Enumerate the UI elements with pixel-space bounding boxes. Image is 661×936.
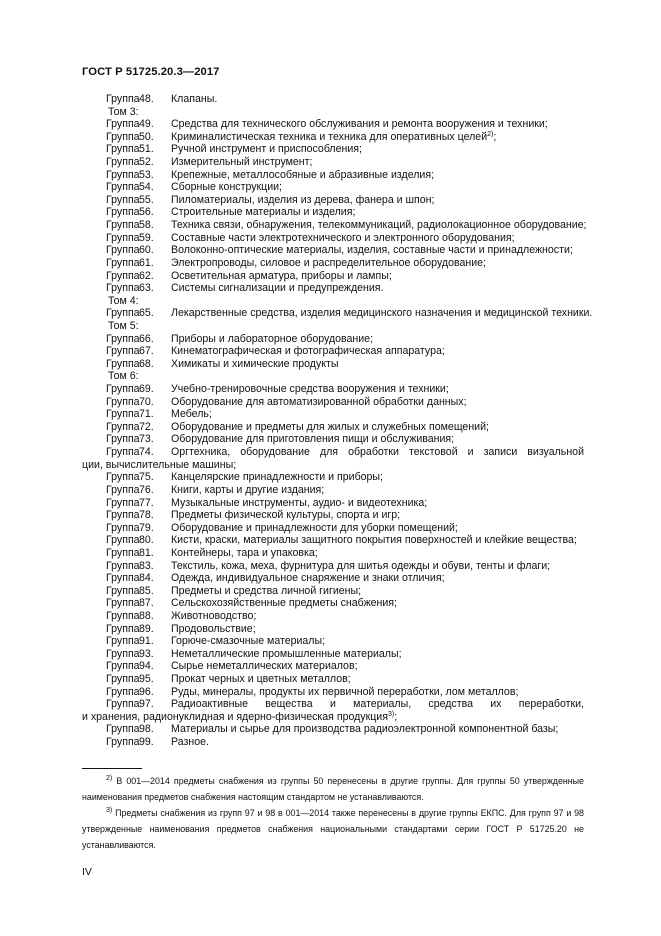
group-item — [106, 597, 584, 610]
group-item — [106, 169, 584, 182]
group-title: Книги, карты и другие издания; — [171, 483, 325, 496]
group-number: 81. — [139, 546, 154, 559]
group-number: 55. — [139, 193, 154, 206]
group-label: Группа — [106, 156, 140, 169]
group-label: Группа — [106, 685, 140, 698]
group-label: Группа — [106, 231, 140, 244]
group-number: 50. — [139, 130, 154, 143]
group-item — [106, 635, 584, 648]
group-item — [106, 522, 584, 535]
group-title: Оборудование для автоматизированной обработки данных; — [171, 395, 467, 408]
group-number: 77. — [139, 496, 154, 509]
group-item — [106, 257, 584, 270]
group-item — [106, 307, 593, 320]
group-label: Группа — [106, 307, 140, 320]
group-label: Группа — [106, 420, 140, 433]
group-title: Продовольствие; — [171, 622, 256, 635]
group-label: Группа — [106, 93, 140, 105]
group-title: Предметы и средства личной гигиены; — [171, 584, 362, 597]
group-label: Группа — [106, 181, 140, 194]
group-label: Группа — [106, 357, 140, 370]
group-number: 76. — [139, 483, 154, 496]
group-item — [106, 534, 584, 547]
group-item — [106, 446, 584, 459]
group-title: Кинематографическая и фотографическая аппаратура; — [171, 345, 445, 358]
group-number: 51. — [139, 143, 154, 156]
volume-label: Том 6: — [108, 370, 139, 383]
group-item — [106, 484, 584, 497]
group-title: Музыкальные инструменты, аудио- и видеотехника; — [171, 496, 428, 509]
group-label: Группа — [106, 269, 140, 282]
volume-label: Том 3: — [108, 105, 139, 118]
group-item — [106, 497, 584, 510]
group-item — [106, 131, 584, 144]
volume-heading — [106, 295, 584, 308]
footnote-3 — [82, 805, 584, 854]
group-number: 53. — [139, 168, 154, 181]
group-number: 62. — [139, 269, 154, 282]
group-title: Ручной инструмент и приспособления; — [171, 143, 362, 156]
group-label: Группа — [106, 244, 140, 257]
volume-heading — [106, 370, 584, 383]
group-number: 85. — [139, 584, 154, 597]
group-title: Электропроводы, силовое и распределительное оборудование; — [171, 256, 486, 269]
group-label: Группа — [106, 559, 140, 572]
group-title: Предметы физической культуры, спорта и игр; — [171, 509, 401, 522]
group-item — [106, 736, 584, 749]
group-title: Текстиль, кожа, меха, фурнитура для шитья одежды и обуви, тенты и флаги; — [171, 559, 551, 572]
group-number: 75. — [139, 471, 154, 484]
group-number: 70. — [139, 395, 154, 408]
group-number: 67. — [139, 345, 154, 358]
group-item — [106, 408, 584, 421]
group-title: Лекарственные средства, изделия медицинского назначения и медицинской техники. — [171, 307, 593, 320]
group-title: Оргтехника, оборудование для обработки текстовой и записи визуальной — [171, 446, 584, 459]
group-label: Группа — [106, 496, 140, 509]
group-number: 54. — [139, 181, 154, 194]
document-header: ГОСТ Р 51725.20.3—2017 — [82, 66, 220, 78]
group-item — [106, 232, 584, 245]
group-number: 83. — [139, 559, 154, 572]
group-item — [106, 660, 584, 673]
trailing-punct: ; — [493, 130, 497, 143]
group-label: Группа — [106, 345, 140, 358]
group-label: Группа — [106, 572, 140, 585]
group-label: Группа — [106, 647, 140, 660]
group-number: 73. — [139, 433, 154, 446]
group-list — [82, 93, 593, 749]
group-label: Группа — [106, 597, 140, 610]
group-item — [106, 560, 584, 573]
footnote-2 — [82, 773, 584, 805]
group-label: Группа — [106, 509, 140, 522]
group-label: Группа — [106, 282, 140, 295]
group-label: Группа — [106, 483, 140, 496]
group-item — [106, 333, 584, 346]
group-label: Группа — [106, 471, 140, 484]
group-item — [106, 433, 584, 446]
group-number: 98. — [139, 723, 154, 736]
footnote-ref: 3) — [387, 710, 395, 718]
group-item — [106, 547, 584, 560]
group-label: Группа — [106, 193, 140, 206]
group-number: 48. — [139, 93, 154, 105]
group-number: 91. — [139, 635, 154, 648]
group-title: Животноводство; — [171, 609, 257, 622]
group-number: 63. — [139, 282, 154, 295]
group-item — [106, 648, 584, 661]
group-label: Группа — [106, 534, 140, 547]
group-label: Группа — [106, 446, 140, 459]
group-item — [106, 345, 584, 358]
group-label: Группа — [106, 433, 140, 446]
volume-label: Том 5: — [108, 319, 139, 332]
continuation-text: ции, вычислительные машины; — [82, 458, 237, 471]
group-title: Оборудование и принадлежности для уборки помещений; — [171, 521, 458, 534]
volume-heading — [106, 106, 584, 119]
group-item — [106, 156, 584, 169]
group-number: 79. — [139, 521, 154, 534]
group-item — [106, 143, 584, 156]
group-number: 52. — [139, 156, 154, 169]
group-label: Группа — [106, 219, 140, 232]
group-number: 71. — [139, 408, 154, 421]
footnote-2-text: В 001—2014 предметы снабжения из группы 50 перенесены в другие группы. Для группы 50 утвержденные наименования предметов снабжения настоящим стандартом не устанавливаются. — [82, 776, 584, 803]
group-label: Группа — [106, 736, 140, 749]
group-item — [106, 396, 584, 409]
footnote-3-mark: 3) — [106, 807, 113, 814]
trailing-punct: ; — [394, 710, 398, 723]
group-title: Учебно-тренировочные средства вооружения и техники; — [171, 383, 449, 396]
group-title: Пиломатериалы, изделия из дерева, фанера и шпон; — [171, 193, 435, 206]
group-title: Химикаты и химические продукты — [171, 357, 339, 370]
group-label: Группа — [106, 660, 140, 673]
group-title: Измерительный инструмент; — [171, 156, 313, 169]
group-number: 87. — [139, 597, 154, 610]
group-label: Группа — [106, 395, 140, 408]
group-item — [106, 244, 584, 257]
group-number: 78. — [139, 509, 154, 522]
group-number: 94. — [139, 660, 154, 673]
group-item — [106, 93, 584, 106]
group-number: 72. — [139, 420, 154, 433]
group-label: Группа — [106, 698, 140, 711]
group-number: 60. — [139, 244, 154, 257]
footnote-2-mark: 2) — [106, 775, 113, 782]
group-title: Неметаллические промышленные материалы; — [171, 647, 402, 660]
group-title: Прокат черных и цветных металлов; — [171, 673, 351, 686]
group-item — [106, 572, 584, 585]
group-number: 74. — [139, 446, 154, 459]
footnote-separator — [82, 768, 142, 769]
group-item — [106, 181, 584, 194]
group-item — [106, 219, 587, 232]
group-label: Группа — [106, 723, 140, 736]
group-item — [106, 673, 584, 686]
group-label: Группа — [106, 673, 140, 686]
group-title: Системы сигнализации и предупреждения. — [171, 282, 384, 295]
group-number: 66. — [139, 332, 154, 345]
group-item — [106, 623, 584, 636]
group-number: 58. — [139, 219, 154, 232]
group-title: Клапаны. — [171, 93, 218, 105]
group-title: Руды, минералы, продукты их первичной переработки, лом металлов; — [171, 685, 519, 698]
group-number: 61. — [139, 256, 154, 269]
group-item — [106, 358, 584, 371]
group-number: 80. — [139, 534, 154, 547]
group-title: Оборудование для приготовления пищи и обслуживания; — [171, 433, 455, 446]
group-number: 95. — [139, 673, 154, 686]
group-item — [106, 585, 584, 598]
group-title: Волоконно-оптические материалы, изделия, составные части и принадлежности; — [171, 244, 573, 257]
group-number: 68. — [139, 357, 154, 370]
group-label: Группа — [106, 332, 140, 345]
footnote-3-text: Предметы снабжения из групп 97 и 98 в 001—2014 также перенесены в другие группы ЕКПС. Для групп 97 и 98 утвержденные наименования предметов снабжения национальными стандартами серии ГОСТ Р 51725.20 не устанавливаются. — [82, 808, 584, 851]
group-item — [106, 471, 584, 484]
group-label: Группа — [106, 206, 140, 219]
group-number: 99. — [139, 736, 154, 749]
group-label: Группа — [106, 635, 140, 648]
group-title: Горюче-смазочные материалы; — [171, 635, 326, 648]
group-number: 97. — [139, 698, 154, 711]
group-item — [106, 723, 584, 736]
group-label: Группа — [106, 521, 140, 534]
group-title: Мебель; — [171, 408, 212, 421]
page-number: IV — [82, 866, 92, 878]
group-title: Сельскохозяйственные предметы снабжения; — [171, 597, 397, 610]
group-title: Средства для технического обслуживания и ремонта вооружения и техники; — [171, 118, 548, 131]
group-item — [106, 118, 584, 131]
group-number: 49. — [139, 118, 154, 131]
group-number: 69. — [139, 383, 154, 396]
footnote-ref: 2) — [487, 130, 494, 138]
group-title: Одежда, индивидуальное снаряжение и знаки отличия; — [171, 572, 445, 585]
group-item — [106, 686, 584, 699]
group-label: Группа — [106, 609, 140, 622]
group-label: Группа — [106, 546, 140, 559]
group-item — [106, 698, 584, 711]
group-number: 96. — [139, 685, 154, 698]
group-label: Группа — [106, 408, 140, 421]
group-number: 59. — [139, 231, 154, 244]
group-number: 84. — [139, 572, 154, 585]
group-title: Сборные конструкции; — [171, 181, 282, 194]
group-label: Группа — [106, 383, 140, 396]
group-label: Группа — [106, 143, 140, 156]
group-item — [106, 509, 584, 522]
continuation-text: и хранения, радионуклидная и ядерно-физическая продукция — [82, 710, 388, 723]
group-item — [106, 610, 584, 623]
group-item — [106, 194, 584, 207]
group-label: Группа — [106, 256, 140, 269]
group-item — [106, 206, 584, 219]
group-title: Крепежные, металлособяные и абразивные изделия; — [171, 168, 435, 181]
group-item — [106, 282, 584, 295]
group-number: 93. — [139, 647, 154, 660]
group-title: Разное. — [171, 736, 209, 749]
group-title: Осветительная арматура, приборы и лампы; — [171, 269, 392, 282]
group-title: Материалы и сырье для производства радиоэлектронной компонентной базы; — [171, 723, 559, 736]
group-number: 56. — [139, 206, 154, 219]
continuation-line — [82, 459, 584, 472]
group-item — [106, 270, 584, 283]
group-title: Криминалистическая техника и техника для оперативных целей — [171, 130, 488, 143]
group-number: 89. — [139, 622, 154, 635]
volume-heading — [106, 320, 584, 333]
group-title: Техника связи, обнаружения, телекоммуникаций, радиолокационное оборудование; — [171, 219, 587, 232]
group-title: Сырье неметаллических материалов; — [171, 660, 358, 673]
group-label: Группа — [106, 584, 140, 597]
group-label: Группа — [106, 622, 140, 635]
group-number: 88. — [139, 609, 154, 622]
group-title: Радиоактивные вещества и материалы, средства их переработки, — [171, 698, 584, 711]
group-title: Кисти, краски, материалы защитного покрытия поверхностей и клейкие вещества; — [171, 534, 577, 547]
group-label: Группа — [106, 130, 140, 143]
group-title: Контейнеры, тара и упаковка; — [171, 546, 318, 559]
group-title: Приборы и лабораторное оборудование; — [171, 332, 374, 345]
continuation-line — [82, 711, 584, 724]
group-number: 65. — [139, 307, 154, 320]
volume-label: Том 4: — [108, 294, 139, 307]
group-label: Группа — [106, 168, 140, 181]
group-label: Группа — [106, 118, 140, 131]
group-item — [106, 383, 584, 396]
group-title: Канцелярские принадлежности и приборы; — [171, 471, 383, 484]
group-item — [106, 421, 584, 434]
group-title: Составные части электротехнического и электронного оборудования; — [171, 231, 515, 244]
group-title: Строительные материалы и изделия; — [171, 206, 356, 219]
group-title: Оборудование и предметы для жилых и служебных помещений; — [171, 420, 489, 433]
